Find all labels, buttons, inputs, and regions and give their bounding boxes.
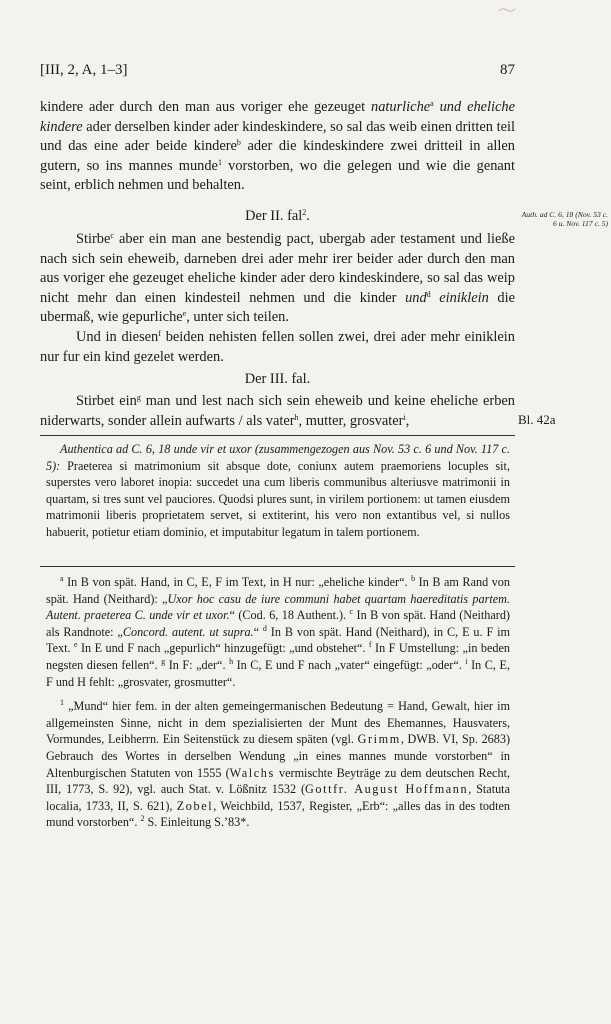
para4-run: Stirbet ein — [76, 393, 137, 409]
para1-run: ader die kindeskindere zwei dritteil in allen gutern, so ins mannes munde — [40, 138, 515, 174]
notes_numbers-run: 2 — [140, 814, 145, 824]
para1-run: b — [236, 138, 241, 148]
heading2-run: 2 — [302, 208, 307, 217]
notes_letters-run: In C, E und F nach „vater“ eingefügt: „oder“. — [233, 657, 466, 672]
para1-run: und eheliche kindere — [40, 99, 516, 135]
notes_letters-run: d — [262, 623, 267, 633]
notes_letters-run: a — [60, 574, 64, 583]
para1-run: a — [430, 99, 434, 108]
para2-run: einiklein — [430, 289, 489, 306]
heading-case-2-text — [40, 207, 515, 227]
notes_numbers-run: vermischte Beyträge zu dem deutschen Recht, III, 1773, S. 92), vgl. auch Stat. v. Lößnitz 1532 ( — [46, 765, 510, 797]
para4-run: man und lest nach sich sein eheweib und keine eheliche erben niderwarts, sonder allein aufwarts / als vater — [40, 393, 515, 429]
notes_numbers-run: , DWB. VI, Sp. 2683) Gebrauch des Wortes in derselben Wendung „in eines mannes munde vorstorben“ in Altenburgischen Statuten von 1555 ( — [46, 732, 510, 780]
notes_numbers-run: „Mund“ hier fem. in der alten gemeingermanischen Bedeutung = Hand, Gewalt, hier im allgemeinsten Sinne, nicht in dem spezialisierten der Munt des Ehemannes, Hausvaters, Vormundes, Leibherrn. Ein Seitenstück zu diesem späten (vgl. — [46, 699, 510, 747]
para1-run: kindere ader durch den man aus voriger ehe gezeuget — [40, 99, 371, 115]
para2-run: die ubermaß, wie gepurliche — [40, 289, 515, 326]
folio-reference: Bl. 42a — [518, 412, 556, 427]
heading2-run: Der II. fal — [245, 208, 303, 224]
heading-case-2 — [40, 207, 515, 227]
notes_letters-run: In B von spät. Hand (Neithard) als Randnote: „ — [46, 608, 510, 639]
notes_numbers-run: 1 — [60, 698, 64, 708]
divider-top — [40, 435, 515, 436]
notes_letters-run: In F: „der“. — [165, 657, 230, 672]
notes_letters-run: “ — [253, 624, 263, 639]
authentica-text — [46, 441, 510, 541]
notes_letters-run: In C, E, F und H fehlt: „grosvater, grosmutter“. — [46, 657, 510, 689]
notes_numbers-run: Gottfr. August Hoffmann — [305, 782, 469, 797]
notes_letters-run: b — [411, 574, 416, 583]
footnotes — [46, 574, 510, 831]
notes_numbers-run: Zobel — [176, 798, 214, 813]
paragraph-2-text — [40, 230, 515, 328]
notes_letters-run: i — [465, 656, 468, 666]
page-number: 87 — [500, 62, 515, 78]
corner-smudge-mark — [498, 6, 516, 16]
paragraph-3-text — [40, 328, 515, 367]
para4-run: g — [136, 393, 141, 402]
notes_letters-run: g — [161, 656, 166, 666]
notes_numbers-run: , Weichbild, 1537, Register, „Erb“: „alles das in des todten mund vorstorben“. — [46, 798, 511, 830]
paragraph-1 — [40, 98, 515, 196]
notes_letters-run: “ (Cod. 6, 18 Authent.). — [229, 608, 350, 623]
paragraph-4 — [40, 392, 515, 431]
para1-run: 1 — [217, 157, 222, 167]
notes_letters-run: Uxor hoc casu de iure communi habet quartam haereditatis partem. Autent. praeterea C. unde vir et uxor. — [46, 591, 510, 623]
notes_numbers-run: Grimm — [357, 732, 401, 747]
para2-run: d — [426, 289, 431, 299]
paragraph-4-text — [40, 392, 515, 431]
authentica-run: Authentica ad C. 6, 18 unde vir et uxor (zusammengezogen aus Nov. 53 c. 6 und Nov. 117 c. 5): — [46, 442, 510, 473]
para3-run: Und in diesen — [76, 328, 159, 345]
authentica-block — [46, 441, 510, 541]
margin-note-authentica: Auth. ad C. 6, 18 (Nov. 53 c. 6 u. Nov. 117 c. 5) — [521, 210, 608, 228]
notes_numbers-run: , Statuta localia, 1733, II, S. 621), — [46, 782, 510, 813]
para1-run: ader derselben kinder ader kindeskindere, so sal das weib einen dritten teil und das eine ader beide kindere — [40, 118, 515, 155]
paragraph-2 — [40, 230, 515, 367]
para1-run: vorstorben, wo die gelegen und wie die genant seint, erblich nehmen und behalten. — [40, 157, 515, 194]
para3-run: beiden nehisten fellen sollen zwei, drei ader mehr einiklein nur fur ein kind gezelet werden. — [40, 328, 516, 365]
notes_letters-run: h — [229, 656, 234, 666]
authentica-run: Praeterea si matrimonium sit absque dote, coniunx autem praemoriens locuples sit, superstes vero laboret inopia: succedet una cum liberis communibus alteriusve matrimonii in quartam, si tres sunt vel pauciores. Quodsi plures sunt, in virilem portionem: ut tamen eiusdem matrimonii liberis proprietatem servet, si extiterint, his vero non extantibus vel, si nullos habuerit, potietur etiam dominio, et imputabitur legatum in talem portionem. — [46, 458, 510, 539]
para4-run: , — [405, 412, 410, 429]
footnotes-numbers — [46, 698, 510, 831]
notes_letters-run: In B am Rand von spät. Hand (Neithard): „ — [46, 575, 510, 606]
footnotes-letters — [46, 574, 510, 690]
paragraph-1-text — [40, 98, 515, 196]
para3-run: f — [158, 328, 161, 338]
notes_letters-run: In B von spät. Hand, in C, E, F im Text, in H nur: „eheliche kinder“. — [63, 575, 412, 589]
para4-run: h — [294, 412, 299, 422]
heading-case-3 — [40, 370, 515, 390]
para4-run: i — [403, 412, 406, 422]
notes_letters-run: f — [368, 640, 372, 650]
para2-run: Stirbe — [76, 231, 111, 247]
heading2-run: . — [306, 208, 310, 224]
notes_letters-run: In B von spät. Hand (Neithard), in C, E u. F im Text. — [46, 624, 510, 656]
divider-bottom — [40, 566, 515, 567]
notes_numbers-run: Walchs — [229, 765, 275, 780]
notes_letters-run: Concord. autent. ut supra. — [122, 624, 254, 639]
para1-run: naturliche — [371, 99, 431, 115]
section-reference: [III, 2, A, 1–3] — [40, 62, 128, 78]
notes_numbers-run: S. Einleitung S.’83*. — [144, 815, 250, 830]
para2-run: und — [405, 289, 427, 306]
notes_letters-run: In F Umstellung: „in beden negsten diesen fellen“. — [46, 641, 510, 672]
para2-run: c — [110, 231, 114, 240]
notes_letters-run: e — [73, 640, 78, 650]
para4-run: , mutter, grosvater — [298, 412, 404, 429]
para2-run: , unter sich teilen. — [186, 309, 289, 326]
heading-case-3-text: Der III. fal. — [244, 371, 311, 387]
notes_letters-run: c — [349, 607, 354, 617]
notes_letters-run: In E und F nach „gepurlich“ hinzugefügt: „und obstehet“. — [77, 641, 369, 656]
para2-run: e — [182, 309, 187, 319]
para2-run: aber ein man ane bestendig pact, ubergab ader testament und ließe nach sich sein eheweib, darneben drei ader mehr irer beider ader durch den man aus voriger ehe gezeuget eheliche kinder ader dero kindeskindere, so sal das weip nicht mehr dan einen kindesteil nehmen und die kinder — [40, 231, 515, 306]
